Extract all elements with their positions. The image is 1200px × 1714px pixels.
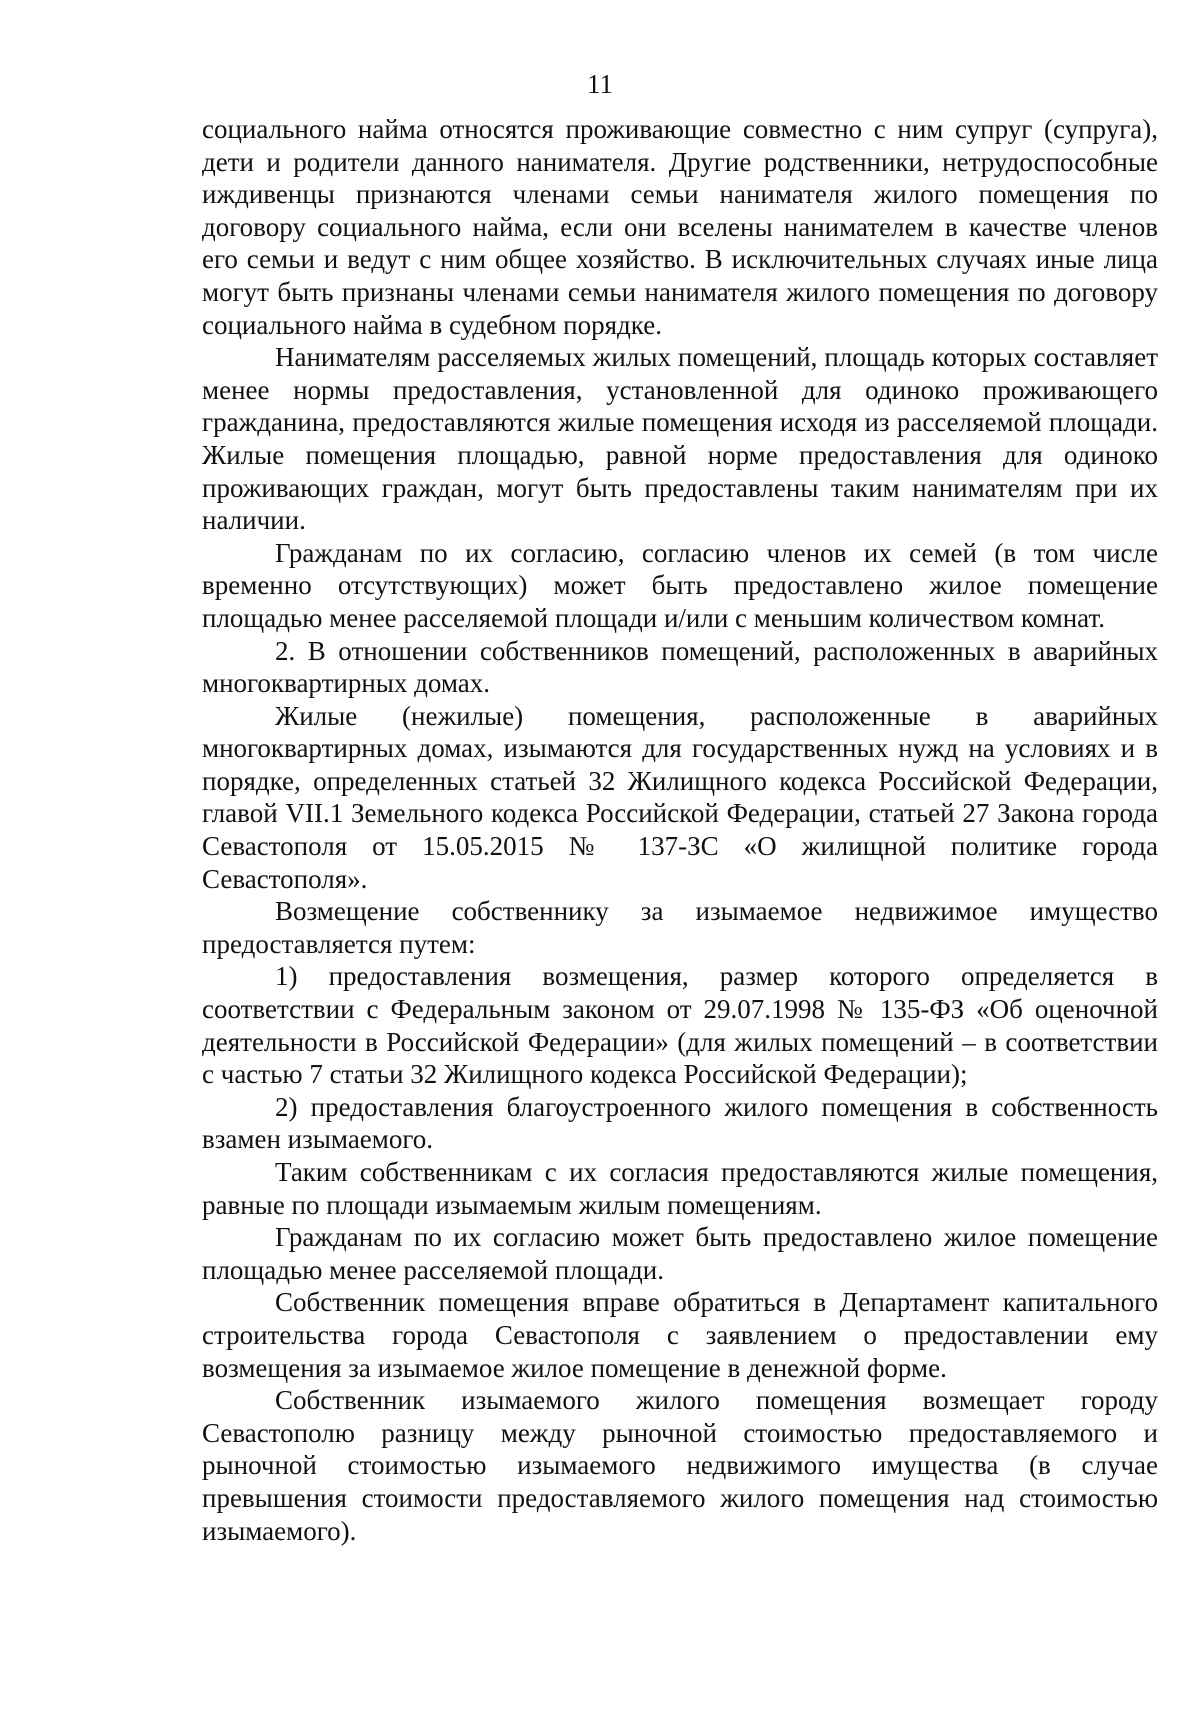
section-heading-owners: 2. В отношении собственников помещений, расположенных в аварийных многоквартирных домах.: [202, 635, 1158, 699]
list-item-compensation-2: 2) предоставления благоустроенного жилого помещения в собственность взамен изымаемого.: [202, 1091, 1158, 1155]
paragraph-monetary-form: Собственник помещения вправе обратиться в Департамент капитального строительства города Севастополя с заявлением о предоставлении ему возмещения за изымаемое жилое помещение в денежной форме.: [202, 1287, 1158, 1383]
list-item-compensation-1: 1) предоставления возмещения, размер которого определяется в соответствии с Федеральным законом от 29.07.1998 № 135-ФЗ «Об оценочной деятельности в Российской Федерации» (для жилых помещений – в соответствии с частью 7 статьи 32 Жилищного кодекса Российской Федерации);: [202, 961, 1158, 1090]
paragraph-tenants-resettled: Нанимателям расселяемых жилых помещений, площадь которых составляет менее нормы предоставления, установленной для одиноко проживающего гражданина, предоставляются жилые помещения исходя из расселяемой площади. Жилые помещения площадью, равной норме предоставления для одиноко проживающих граждан, могут быть предоставлены таким нанимателям при их наличии.: [202, 342, 1158, 536]
paragraph-continuation: социального найма относятся проживающие совместно с ним супруг (супруга), дети и родители данного нанимателя. Другие родственники, нетрудоспособные иждивенцы признаются членами семьи нанимателя жилого помещения по договору социального найма, если они вселены нанимателем в качестве членов его семьи и ведут с ним общее хозяйство. В исключительных случаях иные лица могут быть признаны членами семьи нанимателя жилого помещения по договору социального найма в судебном порядке.: [202, 114, 1158, 340]
paragraph-seizure: Жилые (нежилые) помещения, расположенные в аварийных многоквартирных домах, изымаются для государственных нужд на условиях и в порядке, определенных статьей 32 Жилищного кодекса Российской Федерации, главой VII.1 Земельного кодекса Российской Федерации, статьей 27 Закона города Севастополя от 15.05.2015 № 137-ЗС «О жилищной политике города Севастополя».: [202, 700, 1158, 894]
paragraph-price-difference: Собственник изымаемого жилого помещения возмещает городу Севастополю разницу между рыночной стоимостью предоставляемого и рыночной стоимостью изымаемого недвижимого имущества (в случае превышения стоимости предоставляемого жилого помещения над стоимостью изымаемого).: [202, 1385, 1158, 1546]
page-number: 11: [587, 69, 613, 99]
document-body: [202, 113, 1158, 1547]
paragraph-compensation-intro: Возмещение собственнику за изымаемое недвижимое имущество предоставляется путем:: [202, 896, 1158, 959]
paragraph-equal-area: Таким собственникам с их согласия предоставляются жилые помещения, равные по площади изымаемым жилым помещениям.: [202, 1157, 1158, 1220]
paragraph-consent-smaller-area: Гражданам по их согласию, согласию членов их семей (в том числе временно отсутствующих) может быть предоставлено жилое помещение площадью менее расселяемой площади и/или с меньшим количеством комнат.: [202, 537, 1158, 633]
paragraph-smaller-area-consent: Гражданам по их согласию может быть предоставлено жилое помещение площадью менее расселяемой площади.: [202, 1222, 1158, 1285]
